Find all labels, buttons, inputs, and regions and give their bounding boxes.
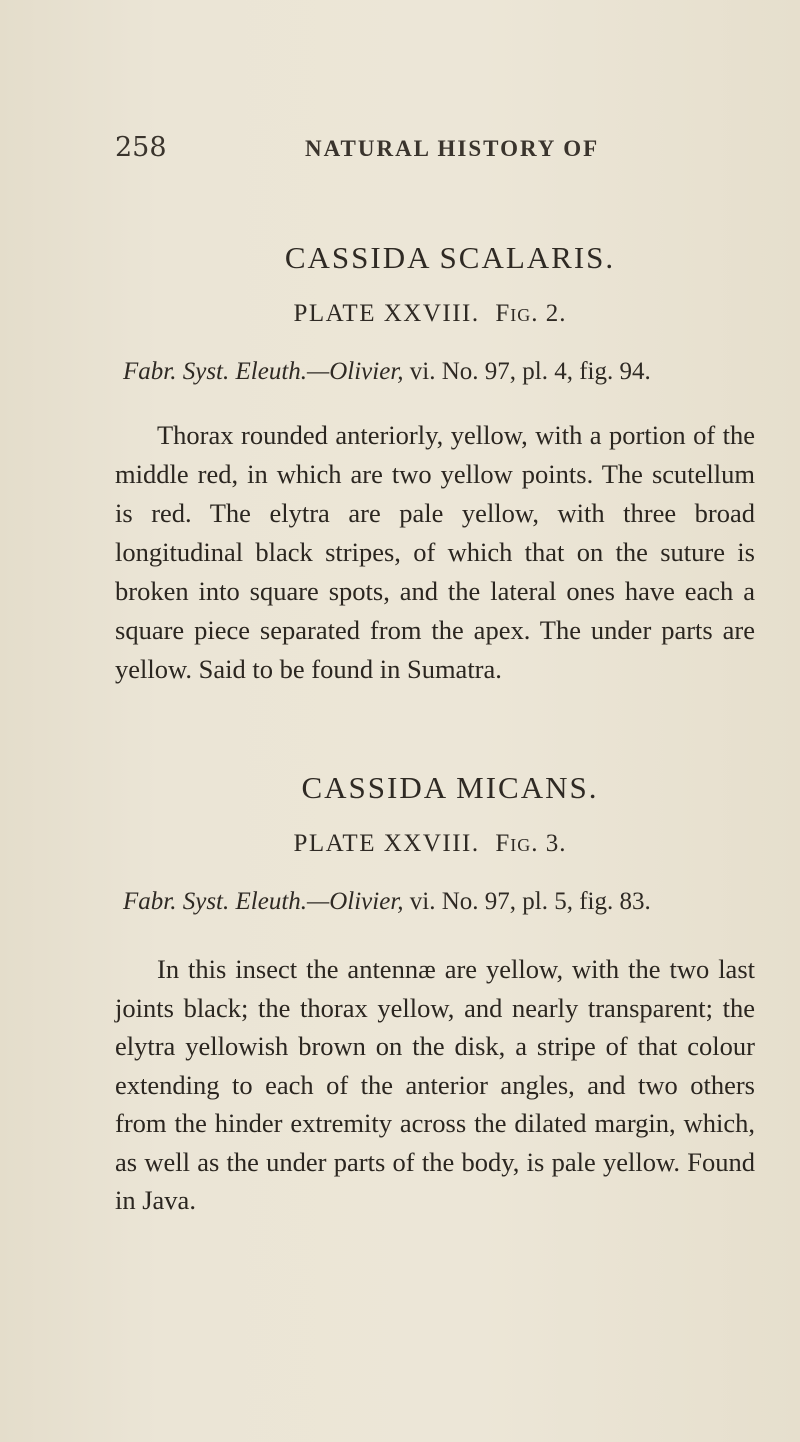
bibliographic-reference bbox=[115, 358, 755, 386]
bibliographic-reference bbox=[115, 888, 755, 916]
figure-number: Fig. 3. bbox=[495, 830, 567, 857]
species-title: CASSIDA MICANS. bbox=[301, 770, 599, 805]
running-head: NATURAL HISTORY OF bbox=[305, 136, 600, 161]
plate-reference bbox=[115, 300, 755, 328]
page-header bbox=[115, 132, 755, 172]
plate-number: PLATE XXVIII. bbox=[293, 830, 480, 857]
reference-location: vi. No. 97, pl. 4, fig. 94. bbox=[409, 358, 651, 385]
species-entry bbox=[115, 240, 755, 716]
reference-authors: Fabr. Syst. Eleuth.—Olivier, bbox=[123, 888, 404, 915]
species-title: CASSIDA SCALARIS. bbox=[284, 240, 616, 275]
species-description: Thorax rounded anteriorly, yellow, with a portion of the middle red, in which are two yellow points. The scutellum is red. The elytra are pale yellow, with three broad longitudinal black stripes, of which that on the suture is broken into square spots, and the lateral ones have each a square piece separated from the apex. The under parts are yellow. Said to be found in Sumatra. bbox=[115, 420, 755, 684]
page-number: 258 bbox=[115, 132, 167, 163]
species-description: In this insect the antennæ are yellow, with the two last joints black; the thorax yellow, and nearly transparent; the elytra yellowish brown on the disk, a stripe of that colour extending to each of the anterior angles, and two others from the hinder extremity across the dilated margin, which, as well as the under parts of the body, is pale yellow. Found in Java. bbox=[115, 954, 755, 1215]
species-entry bbox=[115, 770, 755, 1246]
reference-authors: Fabr. Syst. Eleuth.—Olivier, bbox=[123, 358, 404, 385]
reference-location: vi. No. 97, pl. 5, fig. 83. bbox=[409, 888, 651, 915]
plate-number: PLATE XXVIII. bbox=[293, 300, 480, 327]
figure-number: Fig. 2. bbox=[495, 300, 567, 327]
plate-reference bbox=[115, 830, 755, 858]
